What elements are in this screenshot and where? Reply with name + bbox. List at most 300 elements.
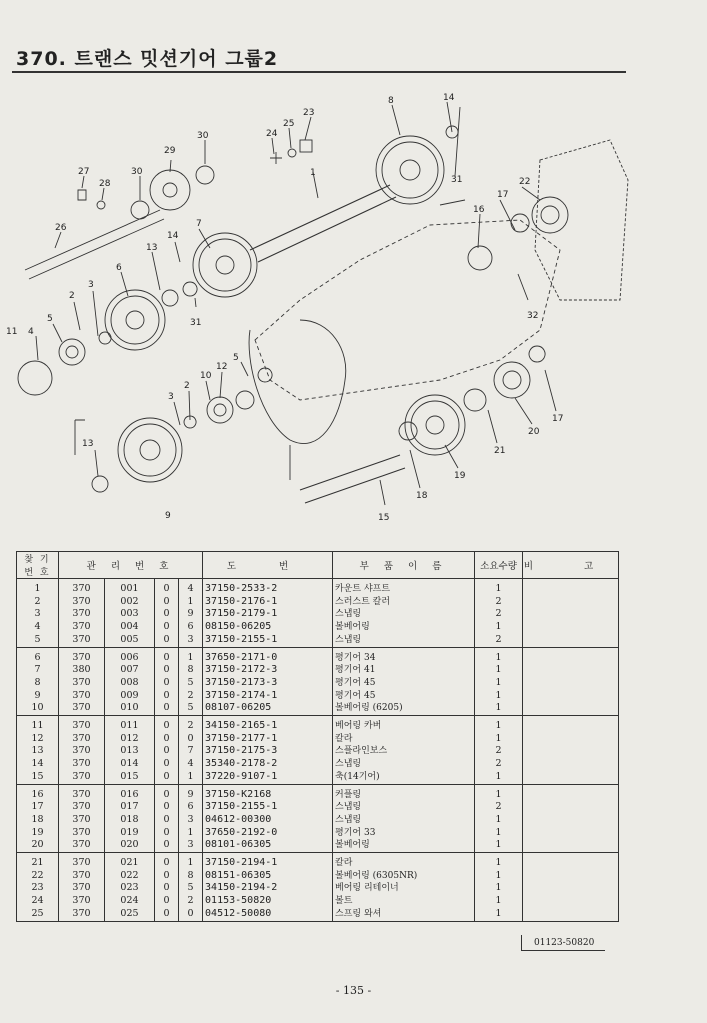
cell-c: 0 <box>155 621 179 634</box>
cell-code: 37150-K2168 <box>203 784 333 801</box>
table-row <box>17 839 619 852</box>
table-row <box>17 596 619 609</box>
callout-30-top: 30 <box>197 131 209 141</box>
cell-n: 1 <box>17 579 59 596</box>
table-row <box>17 716 619 733</box>
cell-a: 370 <box>59 596 105 609</box>
table-row <box>17 827 619 840</box>
cell-qty: 2 <box>475 745 523 758</box>
cell-n: 18 <box>17 814 59 827</box>
cell-c: 0 <box>155 814 179 827</box>
cell-n: 3 <box>17 608 59 621</box>
cell-d: 4 <box>179 579 203 596</box>
cell-remarks <box>523 716 619 733</box>
table-row <box>17 647 619 664</box>
cell-a: 370 <box>59 895 105 908</box>
table-row <box>17 882 619 895</box>
table-row <box>17 784 619 801</box>
cell-remarks <box>523 647 619 664</box>
cell-d: 3 <box>179 634 203 647</box>
cell-b: 024 <box>105 895 155 908</box>
cell-d: 6 <box>179 621 203 634</box>
cell-code: 37150-2533-2 <box>203 579 333 596</box>
cell-n: 24 <box>17 895 59 908</box>
cell-c: 0 <box>155 608 179 621</box>
cell-b: 025 <box>105 908 155 921</box>
cell-c: 0 <box>155 870 179 883</box>
callout-16: 16 <box>473 205 485 215</box>
cell-remarks <box>523 870 619 883</box>
callout-14-top: 14 <box>443 93 455 103</box>
callout-20: 20 <box>528 427 540 437</box>
cell-code: 37150-2155-1 <box>203 634 333 647</box>
parts-table <box>16 551 619 922</box>
cell-code: 37150-2179-1 <box>203 608 333 621</box>
cell-name: 스러스트 칼러 <box>333 596 475 609</box>
cell-remarks <box>523 677 619 690</box>
cell-remarks <box>523 579 619 596</box>
table-row <box>17 634 619 647</box>
table-row <box>17 664 619 677</box>
cell-a: 370 <box>59 784 105 801</box>
callout-13: 13 <box>146 243 158 253</box>
cell-qty: 1 <box>475 814 523 827</box>
cell-code: 37150-2177-1 <box>203 733 333 746</box>
cell-b: 001 <box>105 579 155 596</box>
cell-c: 0 <box>155 839 179 852</box>
table-row <box>17 733 619 746</box>
callout-18: 18 <box>416 491 428 501</box>
cell-remarks <box>523 733 619 746</box>
cell-b: 009 <box>105 690 155 703</box>
title-rule <box>12 71 626 73</box>
col-name-header: 부 품 이 름 <box>333 552 475 579</box>
cell-code: 01153-50820 <box>203 895 333 908</box>
cell-c: 0 <box>155 716 179 733</box>
callout-4: 4 <box>28 327 34 337</box>
cell-qty: 1 <box>475 882 523 895</box>
cell-name: 볼베어링 (6205) <box>333 702 475 715</box>
cell-n: 19 <box>17 827 59 840</box>
cell-d: 2 <box>179 716 203 733</box>
callout-3-mid: 3 <box>168 392 174 402</box>
cell-a: 370 <box>59 814 105 827</box>
cell-name: 볼베어링 <box>333 621 475 634</box>
cell-b: 007 <box>105 664 155 677</box>
cell-n: 12 <box>17 733 59 746</box>
callout-26: 26 <box>55 223 67 233</box>
cell-name: 스플라인보스 <box>333 745 475 758</box>
cell-code: 37650-2192-0 <box>203 827 333 840</box>
cell-qty: 1 <box>475 870 523 883</box>
cell-d: 1 <box>179 647 203 664</box>
callout-9: 9 <box>165 511 171 521</box>
cell-d: 8 <box>179 664 203 677</box>
callout-3: 3 <box>88 280 94 290</box>
table-row <box>17 579 619 596</box>
cell-d: 2 <box>179 690 203 703</box>
callout-32: 32 <box>527 311 539 321</box>
cell-n: 11 <box>17 716 59 733</box>
cell-name: 축(14기어) <box>333 771 475 784</box>
callout-12: 12 <box>216 362 228 372</box>
cell-b: 010 <box>105 702 155 715</box>
cell-qty: 1 <box>475 621 523 634</box>
cell-code: 37220-9107-1 <box>203 771 333 784</box>
cell-name: 스냅링 <box>333 814 475 827</box>
cell-a: 370 <box>59 882 105 895</box>
cell-name: 베어링 카버 <box>333 716 475 733</box>
cell-d: 2 <box>179 895 203 908</box>
table-row <box>17 853 619 870</box>
table-row <box>17 758 619 771</box>
cell-code: 37150-2176-1 <box>203 596 333 609</box>
cell-c: 0 <box>155 664 179 677</box>
cell-n: 6 <box>17 647 59 664</box>
cell-b: 014 <box>105 758 155 771</box>
cell-code: 37150-2194-1 <box>203 853 333 870</box>
cell-c: 0 <box>155 579 179 596</box>
col-mgmt-header: 관 리 번 호 <box>59 552 203 579</box>
cell-a: 370 <box>59 621 105 634</box>
cell-qty: 1 <box>475 664 523 677</box>
cell-n: 14 <box>17 758 59 771</box>
table-row <box>17 677 619 690</box>
cell-qty: 1 <box>475 716 523 733</box>
cell-name: 스냅링 <box>333 801 475 814</box>
cell-d: 0 <box>179 908 203 921</box>
table-row <box>17 745 619 758</box>
cell-code: 37150-2174-1 <box>203 690 333 703</box>
cell-b: 013 <box>105 745 155 758</box>
cell-qty: 1 <box>475 579 523 596</box>
cell-c: 0 <box>155 702 179 715</box>
cell-d: 5 <box>179 677 203 690</box>
table-row <box>17 608 619 621</box>
callout-6: 6 <box>116 263 122 273</box>
cell-qty: 1 <box>475 784 523 801</box>
callout-31-top: 31 <box>451 175 463 185</box>
cell-d: 8 <box>179 870 203 883</box>
cell-a: 370 <box>59 579 105 596</box>
table-row <box>17 690 619 703</box>
cell-name: 평기어 41 <box>333 664 475 677</box>
cell-a: 370 <box>59 733 105 746</box>
cell-c: 0 <box>155 596 179 609</box>
callout-29: 29 <box>164 146 176 156</box>
cell-b: 020 <box>105 839 155 852</box>
cell-code: 37150-2155-1 <box>203 801 333 814</box>
cell-b: 016 <box>105 784 155 801</box>
cell-remarks <box>523 895 619 908</box>
cell-name: 평기어 45 <box>333 677 475 690</box>
cell-qty: 1 <box>475 677 523 690</box>
cell-code: 37650-2171-0 <box>203 647 333 664</box>
cell-qty: 1 <box>475 853 523 870</box>
cell-qty: 2 <box>475 801 523 814</box>
cell-a: 370 <box>59 634 105 647</box>
cell-remarks <box>523 814 619 827</box>
cell-remarks <box>523 664 619 677</box>
cell-c: 0 <box>155 827 179 840</box>
cell-name: 볼트 <box>333 895 475 908</box>
callout-14: 14 <box>167 231 179 241</box>
cell-code: 08150-06205 <box>203 621 333 634</box>
cell-a: 370 <box>59 690 105 703</box>
cell-a: 370 <box>59 801 105 814</box>
cell-b: 018 <box>105 814 155 827</box>
callout-31: 31 <box>190 318 202 328</box>
cell-name: 스냅링 <box>333 634 475 647</box>
cell-qty: 1 <box>475 690 523 703</box>
callout-8: 8 <box>388 96 394 106</box>
cell-a: 370 <box>59 608 105 621</box>
callout-10: 10 <box>200 371 212 381</box>
cell-n: 10 <box>17 702 59 715</box>
cell-n: 8 <box>17 677 59 690</box>
cell-b: 002 <box>105 596 155 609</box>
callout-15: 15 <box>378 513 390 523</box>
cell-n: 22 <box>17 870 59 883</box>
cell-n: 17 <box>17 801 59 814</box>
cell-a: 370 <box>59 647 105 664</box>
table-row <box>17 702 619 715</box>
col-qty-header: 소요수량 <box>475 552 523 579</box>
cell-name: 스프링 와셔 <box>333 908 475 921</box>
callout-1: 1 <box>310 168 316 178</box>
cell-a: 370 <box>59 839 105 852</box>
cell-b: 008 <box>105 677 155 690</box>
cell-n: 7 <box>17 664 59 677</box>
cell-b: 023 <box>105 882 155 895</box>
callout-11: 11 <box>6 327 18 337</box>
cell-a: 370 <box>59 771 105 784</box>
cell-qty: 1 <box>475 895 523 908</box>
table-row <box>17 908 619 921</box>
remarks-note: 01123-50820 <box>521 935 605 951</box>
cell-b: 017 <box>105 801 155 814</box>
cell-name: 스냅링 <box>333 758 475 771</box>
cell-c: 0 <box>155 647 179 664</box>
cell-name: 스냅링 <box>333 608 475 621</box>
cell-name: 커플링 <box>333 784 475 801</box>
cell-a: 370 <box>59 745 105 758</box>
cell-d: 9 <box>179 608 203 621</box>
cell-name: 볼베어링 <box>333 839 475 852</box>
cell-code: 37150-2175-3 <box>203 745 333 758</box>
cell-qty: 1 <box>475 827 523 840</box>
cell-remarks <box>523 596 619 609</box>
cell-d: 1 <box>179 827 203 840</box>
exploded-parts-diagram <box>0 80 707 550</box>
cell-d: 1 <box>179 853 203 870</box>
callout-2: 2 <box>69 291 75 301</box>
table-row <box>17 801 619 814</box>
cell-n: 13 <box>17 745 59 758</box>
callout-23: 23 <box>303 108 315 118</box>
cell-code: 04612-00300 <box>203 814 333 827</box>
cell-a: 370 <box>59 716 105 733</box>
cell-c: 0 <box>155 771 179 784</box>
cell-c: 0 <box>155 690 179 703</box>
cell-b: 022 <box>105 870 155 883</box>
cell-b: 003 <box>105 608 155 621</box>
callout-30: 30 <box>131 167 143 177</box>
cell-c: 0 <box>155 758 179 771</box>
cell-name: 평기어 33 <box>333 827 475 840</box>
cell-b: 015 <box>105 771 155 784</box>
cell-b: 005 <box>105 634 155 647</box>
cell-a: 370 <box>59 853 105 870</box>
cell-d: 4 <box>179 758 203 771</box>
cell-remarks <box>523 745 619 758</box>
cell-d: 5 <box>179 702 203 715</box>
cell-a: 370 <box>59 702 105 715</box>
cell-c: 0 <box>155 733 179 746</box>
cell-n: 25 <box>17 908 59 921</box>
table-row <box>17 621 619 634</box>
callout-27: 27 <box>78 167 90 177</box>
callout-17: 17 <box>552 414 564 424</box>
cell-code: 37150-2172-3 <box>203 664 333 677</box>
cell-remarks <box>523 908 619 921</box>
cell-code: 34150-2194-2 <box>203 882 333 895</box>
cell-c: 0 <box>155 677 179 690</box>
cell-qty: 2 <box>475 596 523 609</box>
cell-d: 6 <box>179 801 203 814</box>
cell-qty: 1 <box>475 647 523 664</box>
col-remarks-header: 비 고 <box>523 552 619 579</box>
callout-28: 28 <box>99 179 111 189</box>
cell-n: 16 <box>17 784 59 801</box>
page-title: 370. 트랜스 밋션기어 그룹2 <box>16 48 279 70</box>
cell-code: 08101-06305 <box>203 839 333 852</box>
cell-remarks <box>523 771 619 784</box>
cell-n: 15 <box>17 771 59 784</box>
cell-remarks <box>523 634 619 647</box>
cell-b: 004 <box>105 621 155 634</box>
cell-b: 021 <box>105 853 155 870</box>
table-row <box>17 771 619 784</box>
col-index-header: 찾 기 번 호 <box>17 552 59 579</box>
cell-name: 평기어 45 <box>333 690 475 703</box>
cell-qty: 1 <box>475 771 523 784</box>
cell-b: 011 <box>105 716 155 733</box>
callout-2-mid: 2 <box>184 381 190 391</box>
cell-d: 3 <box>179 839 203 852</box>
cell-qty: 1 <box>475 733 523 746</box>
cell-c: 0 <box>155 882 179 895</box>
cell-n: 9 <box>17 690 59 703</box>
cell-remarks <box>523 690 619 703</box>
cell-d: 3 <box>179 814 203 827</box>
cell-c: 0 <box>155 853 179 870</box>
callout-5: 5 <box>47 314 53 324</box>
cell-remarks <box>523 621 619 634</box>
callout-17-top: 17 <box>497 190 509 200</box>
cell-remarks <box>523 758 619 771</box>
table-row <box>17 814 619 827</box>
cell-name: 칼라 <box>333 733 475 746</box>
cell-d: 7 <box>179 745 203 758</box>
cell-a: 370 <box>59 677 105 690</box>
cell-remarks <box>523 882 619 895</box>
cell-name: 베어링 리테이너 <box>333 882 475 895</box>
table-row <box>17 870 619 883</box>
cell-c: 0 <box>155 801 179 814</box>
cell-b: 006 <box>105 647 155 664</box>
cell-remarks <box>523 702 619 715</box>
cell-qty: 1 <box>475 702 523 715</box>
callout-13-low: 13 <box>82 439 94 449</box>
cell-a: 370 <box>59 870 105 883</box>
cell-d: 1 <box>179 596 203 609</box>
cell-n: 21 <box>17 853 59 870</box>
cell-n: 23 <box>17 882 59 895</box>
cell-qty: 2 <box>475 608 523 621</box>
callout-24: 24 <box>266 129 278 139</box>
cell-a: 370 <box>59 827 105 840</box>
cell-remarks <box>523 608 619 621</box>
cell-code: 35340-2178-2 <box>203 758 333 771</box>
cell-n: 2 <box>17 596 59 609</box>
cell-code: 34150-2165-1 <box>203 716 333 733</box>
page-number: - 135 - <box>335 984 372 997</box>
cell-remarks <box>523 853 619 870</box>
cell-a: 370 <box>59 758 105 771</box>
cell-code: 04512-50080 <box>203 908 333 921</box>
cell-d: 9 <box>179 784 203 801</box>
cell-b: 019 <box>105 827 155 840</box>
cell-c: 0 <box>155 895 179 908</box>
cell-remarks <box>523 801 619 814</box>
cell-qty: 1 <box>475 839 523 852</box>
table-row <box>17 895 619 908</box>
cell-code: 37150-2173-3 <box>203 677 333 690</box>
callout-19: 19 <box>454 471 466 481</box>
cell-name: 볼베어링 (6305NR) <box>333 870 475 883</box>
cell-d: 5 <box>179 882 203 895</box>
cell-n: 5 <box>17 634 59 647</box>
cell-n: 20 <box>17 839 59 852</box>
cell-n: 4 <box>17 621 59 634</box>
callout-5-mid: 5 <box>233 353 239 363</box>
cell-d: 1 <box>179 771 203 784</box>
cell-a: 380 <box>59 664 105 677</box>
cell-qty: 1 <box>475 908 523 921</box>
cell-d: 0 <box>179 733 203 746</box>
cell-a: 370 <box>59 908 105 921</box>
callout-25: 25 <box>283 119 295 129</box>
cell-remarks <box>523 827 619 840</box>
cell-code: 08151-06305 <box>203 870 333 883</box>
callout-7: 7 <box>196 219 202 229</box>
cell-name: 칼라 <box>333 853 475 870</box>
cell-name: 카운트 샤프트 <box>333 579 475 596</box>
cell-b: 012 <box>105 733 155 746</box>
cell-code: 08107-06205 <box>203 702 333 715</box>
callout-22: 22 <box>519 177 531 187</box>
cell-c: 0 <box>155 634 179 647</box>
cell-remarks <box>523 839 619 852</box>
callout-21: 21 <box>494 446 506 456</box>
cell-name: 평기어 34 <box>333 647 475 664</box>
cell-c: 0 <box>155 784 179 801</box>
cell-c: 0 <box>155 908 179 921</box>
col-drawing-header: 도 번 <box>203 552 333 579</box>
cell-remarks <box>523 784 619 801</box>
cell-c: 0 <box>155 745 179 758</box>
